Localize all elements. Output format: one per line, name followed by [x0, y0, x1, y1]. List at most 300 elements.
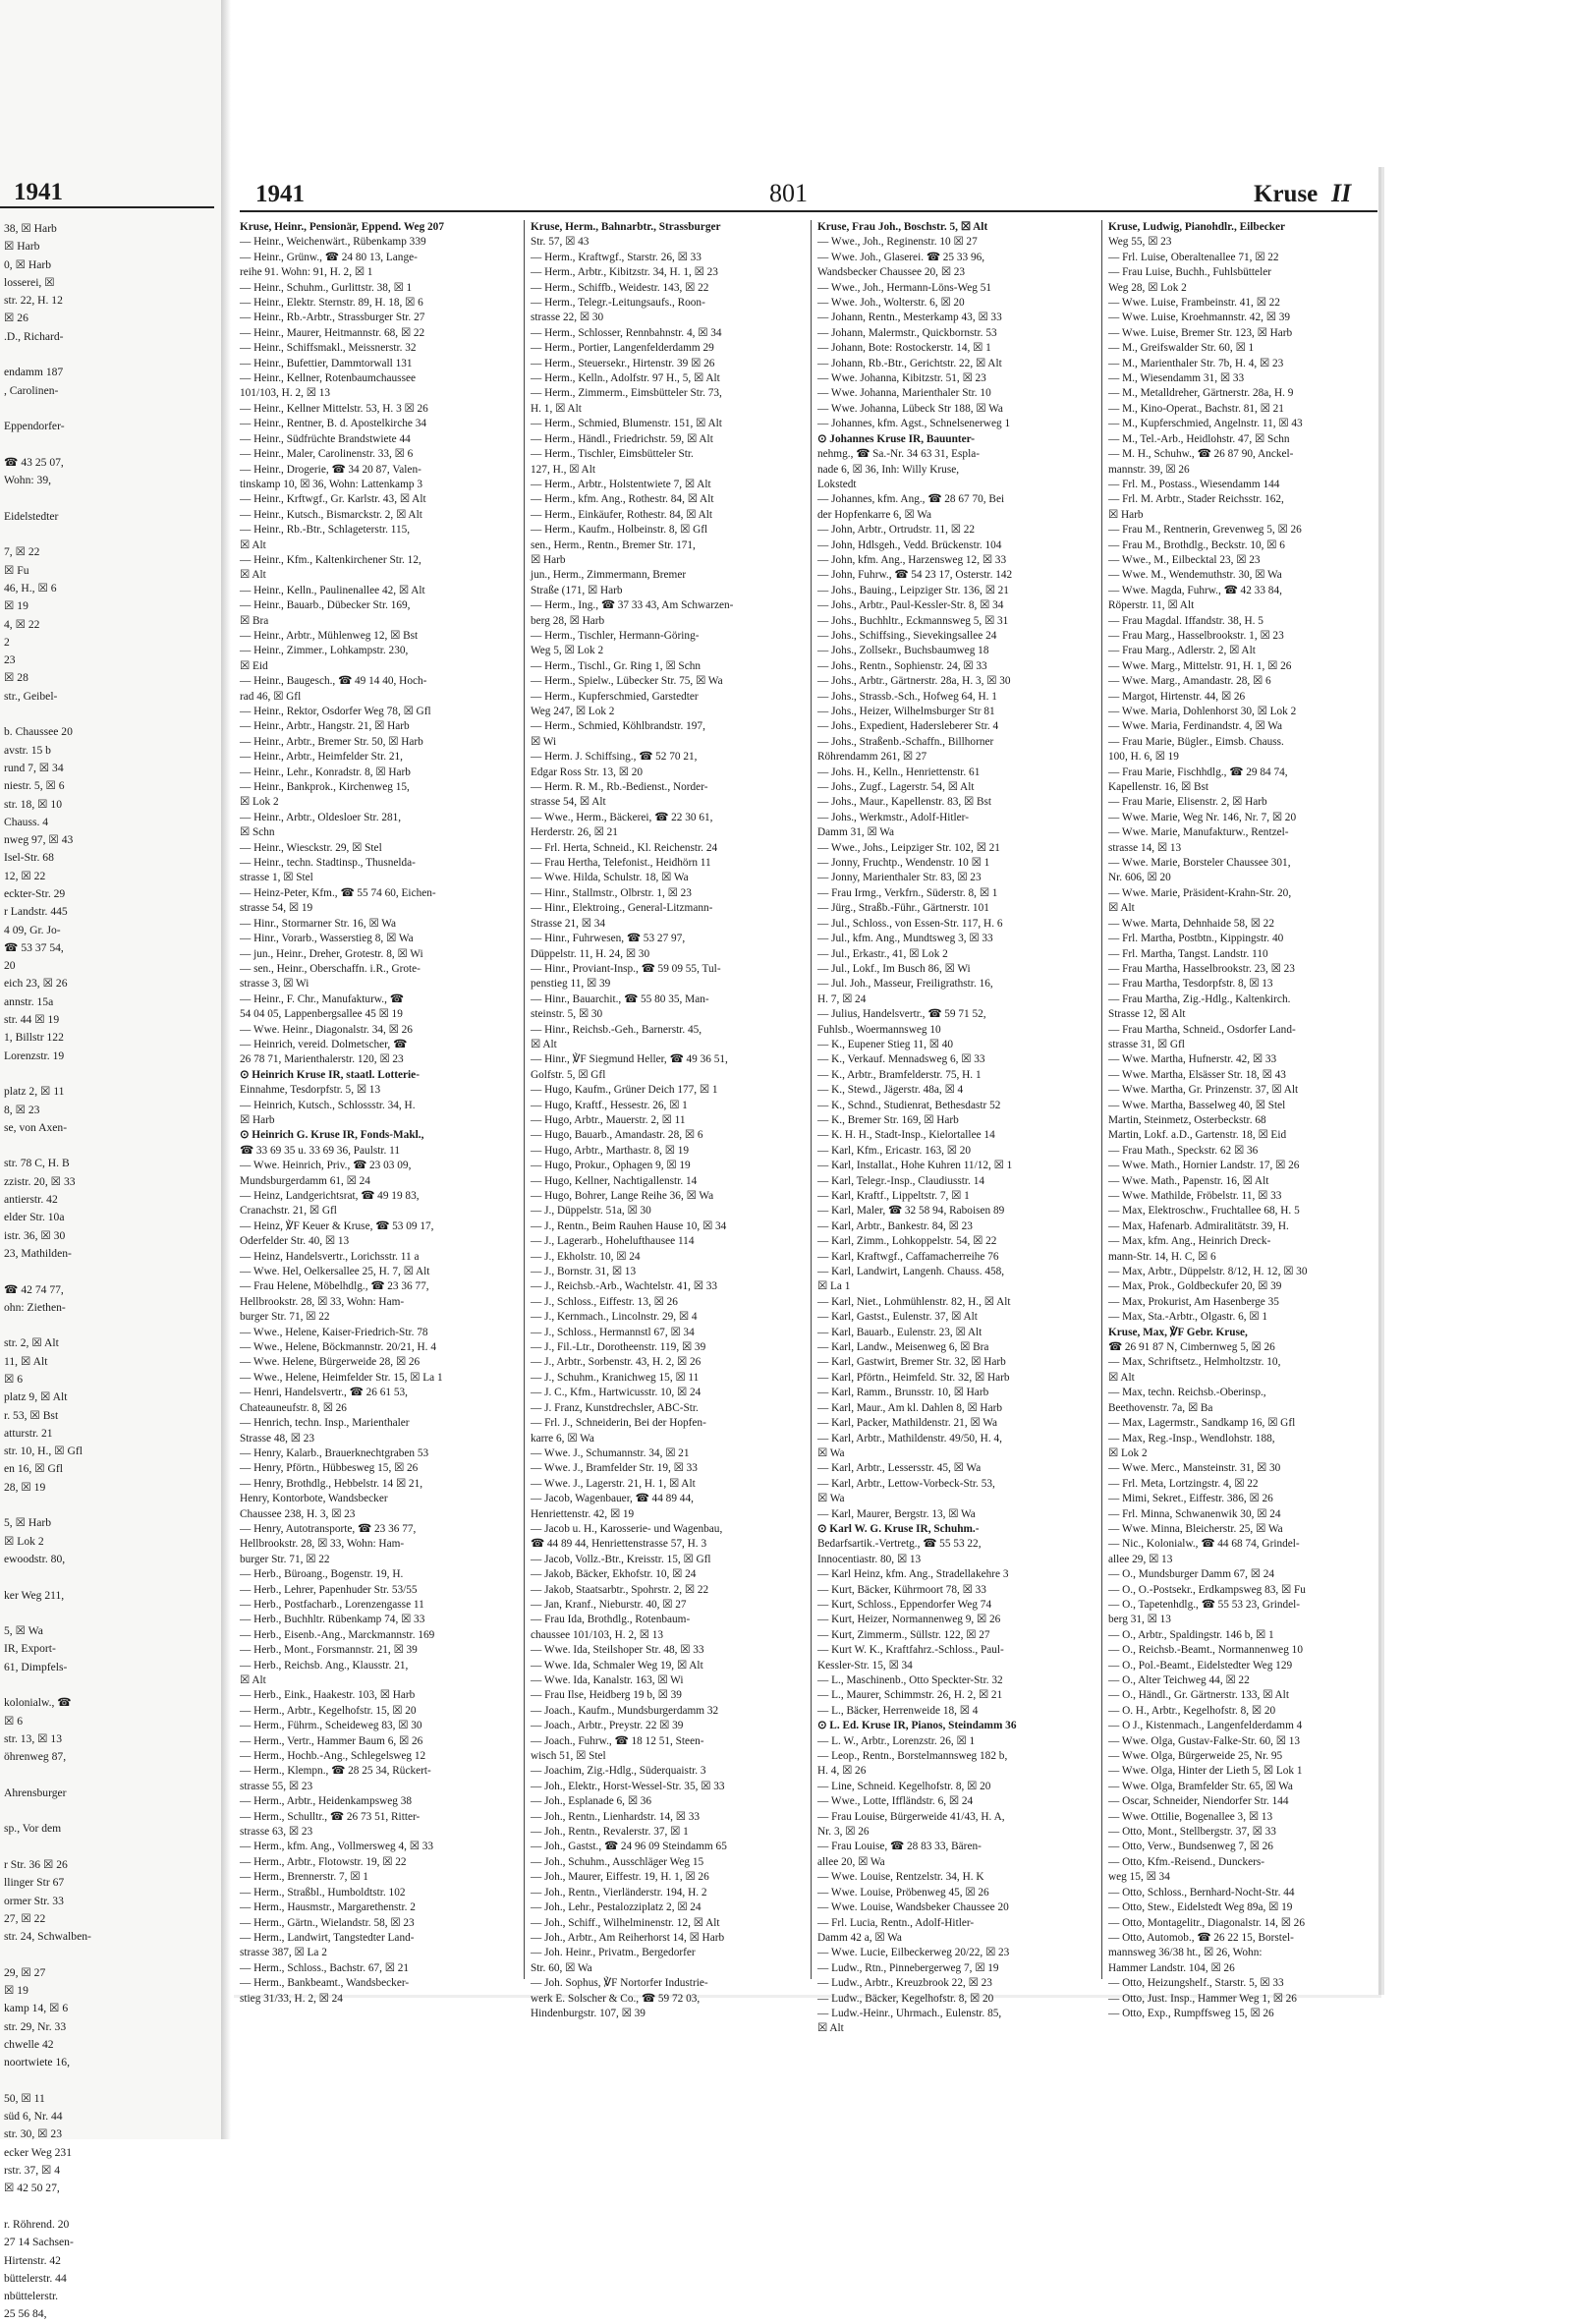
directory-entry: — Wwe. Olga, Bramfelder Str. 65, ☒ Wa	[1108, 1780, 1293, 1792]
directory-entry: Edgar Ross Str. 13, ☒ 20	[531, 765, 644, 778]
directory-entry: — Heinrich, vereid. Dolmetscher, ☎	[240, 1038, 408, 1050]
directory-entry: — Hugo, Kellner, Nachtigallenstr. 14	[531, 1174, 698, 1187]
previous-page-fragment: 25 56 84,	[4, 2307, 47, 2321]
directory-entry: — Hinr., Stormarner Str. 16, ☒ Wa	[240, 917, 396, 930]
directory-entry: Strasse 21, ☒ 34	[531, 917, 606, 930]
directory-entry: — Joachim, Zig.-Hdlg., Süderquaistr. 3	[531, 1765, 706, 1778]
directory-entry: — Max, Arbtr., Düppelstr. 8/12, H. 12, ☒ 30	[1108, 1266, 1308, 1278]
directory-entry: — Herm., kfm. Ang., Rothestr. 84, ☒ Alt	[531, 493, 714, 506]
directory-entry: — J., Kernmach., Lincolnstr. 29, ☒ 4	[531, 1311, 698, 1324]
directory-entry: — Jul., Erkastr., 41, ☒ Lok 2	[817, 947, 948, 960]
previous-page-fragment: ☒ Fu	[4, 563, 29, 577]
directory-entry: — J., Arbtr., Sorbenstr. 43, H. 2, ☒ 26	[531, 1356, 702, 1369]
previous-page-fragment: str. 10, H., ☒ Gfl	[4, 1445, 83, 1458]
directory-entry: Hellbrookstr. 28, ☒ 33, Wohn: Ham-	[240, 1538, 405, 1551]
directory-entry: — Heinr., Arbtr., Oldesloer Str. 281,	[240, 811, 402, 823]
book-gutter	[221, 0, 231, 2139]
directory-entry: — Ludw., Rtn., Pinnebergerweg 7, ☒ 19	[817, 1961, 999, 1974]
directory-entry: — Frau Martha, Hasselbrookstr. 23, ☒ 23	[1108, 962, 1295, 975]
previous-page-fragment: ☒ Lok 2	[4, 1534, 44, 1548]
directory-entry: — Frau Marie, Bügler., Eimsb. Chauss.	[1108, 735, 1284, 748]
directory-entry: Chateauneufstr. 8, ☒ 26	[240, 1401, 347, 1414]
directory-entry: — Herb., Buchhltr. Rübenkamp 74, ☒ 33	[240, 1614, 425, 1626]
previous-page-fragment: 61, Dimpfels-	[4, 1660, 68, 1673]
directory-entry: — Wwe. Luise, Kroehmannstr. 42, ☒ 39	[1108, 312, 1290, 324]
previous-page-fragment: antierstr. 42	[4, 1193, 58, 1207]
directory-entry: werk E. Solscher & Co., ☎ 59 72 03,	[531, 1992, 701, 2005]
directory-entry: strasse 55, ☒ 23	[240, 1780, 313, 1792]
previous-page-fragment: süd 6, Nr. 44	[4, 2110, 63, 2124]
directory-entry: — Herm., Arbtr., Kibitzstr. 34, H. 1, ☒ 23	[531, 266, 718, 279]
directory-entry: nehmg., ☎ Sa.-Nr. 34 63 31, Espla-	[817, 448, 980, 461]
directory-entry: — J. Franz, Kunstdrechsler, ABC-Str.	[531, 1401, 699, 1414]
directory-entry: — Karl, Kraftf., Lippeltstr. 7, ☒ 1	[817, 1190, 970, 1202]
directory-entry: — Wwe., Joh., Reginenstr. 10 ☒ 27	[817, 236, 978, 249]
directory-page	[234, 167, 1381, 2035]
directory-entry: 101/103, H. 2, ☒ 13	[240, 387, 331, 400]
directory-entry: — Frau Louise, Bürgerweide 41/43, H. A,	[817, 1810, 1005, 1823]
directory-entry: — John, Arbtr., Ortrudstr. 11, ☒ 22	[817, 524, 976, 537]
directory-entry: — Johs., Expedient, Hadersleberer Str. 4	[817, 720, 999, 733]
directory-entry: — Frau Hertha, Telefonist., Heidhörn 11	[531, 857, 711, 870]
directory-entry: — Karl, Zimm., Lohkoppelstr. 54, ☒ 22	[817, 1235, 997, 1248]
directory-entry: — Herm., Vertr., Hammer Baum 6, ☒ 26	[240, 1734, 423, 1747]
directory-entry: strasse 1, ☒ Stel	[240, 872, 313, 884]
directory-entry: — Frl. M., Postass., Wiesendamm 144	[1108, 478, 1280, 490]
previous-page-fragment: endamm 187	[4, 366, 64, 379]
directory-entry: tinskamp 10, ☒ 36, Wohn: Lattenkamp 3	[240, 478, 422, 490]
directory-entry: — J., Rentn., Beim Rauhen Hause 10, ☒ 34	[531, 1219, 727, 1232]
directory-entry: — Wwe. Martha, Elsässer Str. 18, ☒ 43	[1108, 1068, 1286, 1081]
directory-entry: Beethovenstr. 7a, ☒ Ba	[1108, 1401, 1213, 1414]
previous-page-fragment: 5, ☒ Harb	[4, 1516, 52, 1530]
directory-entry: — Herb., Postfacharb., Lorenzengasse 11	[240, 1598, 424, 1611]
previous-page-fragment: 11, ☒ Alt	[4, 1354, 48, 1368]
previous-page-fragment	[4, 526, 214, 543]
directory-entry: ☎ 26 91 87 N, Cimbernweg 5, ☒ 26	[1108, 1341, 1275, 1354]
directory-entry: H. 7, ☒ 24	[817, 992, 867, 1005]
directory-entry: — K., Verkauf. Mennadsweg 6, ☒ 33	[817, 1053, 985, 1066]
page-right-edge	[1378, 167, 1381, 1995]
directory-entry: — sen., Heinr., Oberschaffn. i.R., Grote-	[240, 962, 421, 975]
previous-page-fragment	[4, 1263, 214, 1280]
directory-entry: — John, Fuhrw., ☎ 54 23 17, Osterstr. 142	[817, 569, 1013, 582]
directory-entry: — Johs., Buchhltr., Eckmannsweg 5, ☒ 31	[817, 614, 1009, 627]
directory-entry: Damm 42 a, ☒ Wa	[817, 1931, 902, 1944]
previous-page-fragment: Ahrensburger	[4, 1786, 67, 1799]
directory-entry: — Heinr., Lehr., Konradstr. 8, ☒ Harb	[240, 765, 411, 778]
directory-entry: — Wwe. Ida, Schmaler Weg 19, ☒ Alt	[531, 1659, 703, 1672]
previous-page-fragment	[4, 1568, 214, 1586]
directory-entry: — Frau Magdal. Iffandstr. 38, H. 5	[1108, 614, 1263, 627]
directory-entry: — M., Greifswalder Str. 60, ☒ 1	[1108, 342, 1255, 355]
directory-entry: nade 6, ☒ 36, Inh: Willy Kruse,	[817, 463, 960, 476]
previous-page-fragment: r Str. 36 ☒ 26	[4, 1858, 68, 1872]
directory-entry: strasse 31, ☒ Gfl	[1108, 1038, 1185, 1050]
directory-entry: — Jul., Schloss., von Essen-Str. 117, H. 6	[817, 917, 1003, 930]
directory-entry: — Otto, Verw., Bundsenweg 7, ☒ 26	[1108, 1841, 1273, 1853]
directory-entry: — Wwe. Marie, Manufakturw., Rentzel-	[1108, 826, 1289, 839]
previous-page-fragment: 50, ☒ 11	[4, 2091, 45, 2105]
previous-page-fragment: 29, ☒ 27	[4, 1965, 46, 1979]
directory-entry: — Frau Marie, Fischhdlg., ☎ 29 84 74,	[1108, 765, 1288, 778]
directory-entry: — Herm., Arbtr., Holstentwiete 7, ☒ Alt	[531, 478, 711, 490]
directory-entry: — Heinr., Kutsch., Bismarckstr. 2, ☒ Alt	[240, 508, 422, 521]
directory-entry: — Herm., Einkäufer, Rothestr. 84, ☒ Alt	[531, 508, 713, 521]
directory-entry: wisch 51, ☒ Stel	[531, 1750, 606, 1763]
directory-entry: — John, kfm. Ang., Harzensweg 12, ☒ 33	[817, 553, 1007, 566]
directory-entry: — Line, Schneid. Kegelhofstr. 8, ☒ 20	[817, 1780, 991, 1792]
directory-entry: — Margot, Hirtenstr. 44, ☒ 26	[1108, 690, 1246, 703]
directory-entry: — O., Pol.-Beamt., Eidelstedter Weg 129	[1108, 1659, 1293, 1672]
directory-entry: — Joh., Elektr., Horst-Wessel-Str. 35, ☒ 33	[531, 1780, 725, 1792]
directory-entry: — Oscar, Schneider, Niendorfer Str. 144	[1108, 1795, 1289, 1808]
directory-entry: — Kurt, Schloss., Eppendorfer Weg 74	[817, 1598, 992, 1611]
directory-entry: — J., Reichsb.-Arb., Wachtelstr. 41, ☒ 33	[531, 1280, 718, 1293]
directory-entry: — Joh., Rentn., Lienhardstr. 14, ☒ 33	[531, 1810, 701, 1823]
column-divider	[1101, 220, 1102, 1979]
directory-entry: — J., Bornstr. 31, ☒ 13	[531, 1266, 637, 1278]
directory-entry: — Hinr., Stallmstr., Olbrstr. 1, ☒ 23	[531, 886, 692, 899]
directory-entry: — Otto, Montagelitr., Diagonalstr. 14, ☒ 26	[1108, 1916, 1305, 1929]
directory-entry: sen., Herm., Rentn., Bremer Str. 171,	[531, 538, 696, 551]
directory-entry: — Max, techn. Reichsb.-Oberinsp.,	[1108, 1387, 1266, 1399]
directory-entry: — O., Alter Teichweg 44, ☒ 22	[1108, 1674, 1250, 1686]
directory-entry: — K., Arbtr., Bramfelderstr. 75, H. 1	[817, 1068, 982, 1081]
directory-entry: mann-Str. 14, H. C, ☒ 6	[1108, 1250, 1216, 1263]
directory-entry: H. 4, ☒ 26	[817, 1765, 867, 1778]
directory-entry: — Joh., Arbtr., Am Reiherhorst 14, ☒ Harb	[531, 1931, 725, 1944]
directory-entry: — Frl. Martha, Postbtn., Kippingstr. 40	[1108, 933, 1284, 945]
directory-entry: — Jakob, Staatsarbtr., Spohrstr. 2, ☒ 22	[531, 1583, 709, 1596]
previous-page-fragment: ☒ 19	[4, 599, 28, 613]
directory-entry: — Heinr., Rb.-Arbtr., Strassburger Str. 27	[240, 312, 425, 324]
previous-page-fragment: Eidelstedter	[4, 509, 59, 523]
directory-column-4	[1108, 220, 1377, 2019]
directory-entry: — Frl. Minna, Schwanenwik 30, ☒ 24	[1108, 1507, 1281, 1520]
directory-entry: — J., Fil.-Ltr., Dorotheenstr. 119, ☒ 39	[531, 1341, 706, 1354]
directory-entry: — Hugo, Arbtr., Marthastr. 8, ☒ 19	[531, 1144, 690, 1157]
previous-page-fragment: ☒ Harb	[4, 240, 40, 254]
directory-entry: — Herm., Schloss., Bachstr. 67, ☒ 21	[240, 1961, 410, 1974]
header-rule	[240, 210, 1377, 212]
directory-entry: — Herm., Schmied, Köhlbrandstr. 197,	[531, 720, 705, 733]
directory-entry: — Johs., Strassb.-Sch., Hofweg 64, H. 1	[817, 690, 997, 703]
directory-entry: — Heinr., Schuhm., Gurlittstr. 38, ☒ 1	[240, 281, 413, 294]
directory-entry: — Heinr., Maurer, Heitmannstr. 68, ☒ 22	[240, 326, 425, 339]
directory-entry: — Karl, Landwirt, Langenh. Chauss. 458,	[817, 1266, 1005, 1278]
previous-page-fragment	[4, 1802, 214, 1820]
directory-entry: — Wwe., Helene, Heimfelder Str. 15, ☒ La 1	[240, 1371, 443, 1384]
directory-entry: ☒ Alt	[531, 1038, 557, 1050]
directory-entry: — Herm., Kaufm., Holbeinstr. 8, ☒ Gfl	[531, 524, 708, 537]
directory-entry: — Hugo, Bauarb., Amandastr. 28, ☒ 6	[531, 1129, 703, 1142]
previous-page-fragment: Lorenzstr. 19	[4, 1049, 65, 1062]
directory-entry: — Max, Prokurist, Am Hasenberge 35	[1108, 1295, 1279, 1308]
directory-entry: — Joh. Heinr., Privatm., Bergedorfer	[531, 1947, 696, 1959]
directory-entry: — Otto, Kfm.-Reisend., Dunckers-	[1108, 1855, 1265, 1868]
directory-entry: strasse 54, ☒ Alt	[531, 796, 606, 809]
directory-entry: Henriettenstr. 42, ☒ 19	[531, 1507, 635, 1520]
directory-entry: — Herm., Hausmstr., Margarethenstr. 2	[240, 1901, 416, 1914]
directory-entry: — Frl. Martha, Tangst. Landstr. 110	[1108, 947, 1268, 960]
directory-entry: jun., Herm., Zimmermann, Bremer	[531, 569, 687, 582]
directory-entry: Röperstr. 11, ☒ Alt	[1108, 599, 1195, 612]
previous-page-fragment: 8, ☒ 23	[4, 1103, 40, 1116]
previous-page-fragment: llinger Str 67	[4, 1876, 65, 1890]
previous-page-fragment	[4, 1065, 214, 1083]
directory-entry: — Wwe. Mathilde, Fröbelstr. 11, ☒ 33	[1108, 1190, 1282, 1202]
directory-entry: — Max, Hafenarb. Admiralitätstr. 39, H.	[1108, 1219, 1289, 1232]
directory-entry: — Heinr., techn. Stadtinsp., Thusnelda-	[240, 857, 416, 870]
directory-entry: — Herm., Klempn., ☎ 28 25 34, Rückert-	[240, 1765, 431, 1778]
previous-page-fragment: r Landstr. 445	[4, 905, 68, 919]
directory-entry: Oderfelder Str. 40, ☒ 13	[240, 1235, 350, 1248]
previous-page-edge	[0, 0, 223, 2321]
directory-entry: — Frau Louise, ☎ 28 83 33, Bären-	[817, 1841, 982, 1853]
directory-entry: — Max, kfm. Ang., Heinrich Dreck-	[1108, 1235, 1271, 1248]
directory-entry: — Wwe., M., Eilbecktal 23, ☒ 23	[1108, 553, 1261, 566]
directory-entry: — Joh. Sophus, ℣F Nortorfer Industrie-	[531, 1977, 708, 1990]
directory-entry: — Herm., Telegr.-Leitungsaufs., Roon-	[531, 297, 705, 310]
directory-entry: — Johann, Rentn., Mesterkamp 43, ☒ 33	[817, 312, 1002, 324]
directory-entry: — Heinz, Handelsvertr., Lorichsstr. 11 a	[240, 1250, 420, 1263]
previous-page-fragment: ormer Str. 33	[4, 1894, 64, 1907]
directory-column-1	[240, 220, 515, 2005]
directory-entry: — J. C., Kfm., Hartwicusstr. 10, ☒ 24	[531, 1387, 702, 1399]
directory-entry: Kruse, Heinr., Pensionär, Eppend. Weg 207	[240, 221, 444, 233]
previous-page-fragment: b. Chaussee 20	[4, 725, 73, 739]
previous-page-fragment: rstr. 37, ☒ 4	[4, 2164, 61, 2178]
directory-entry: — Frau Luise, Buchh., Fuhlsbütteler	[1108, 266, 1271, 279]
directory-entry: — Wwe. Luise, Bremer Str. 123, ☒ Harb	[1108, 326, 1293, 339]
previous-page-fragment	[4, 1605, 214, 1622]
directory-entry: — Hugo, Kraftf., Hessestr. 26, ☒ 1	[531, 1099, 688, 1111]
directory-entry: berg 31, ☒ 13	[1108, 1614, 1171, 1626]
directory-entry: — Joh., Gastst., ☎ 24 96 09 Steindamm 65	[531, 1841, 727, 1853]
directory-entry: — O., Reichsb.-Beamt., Normannenweg 10	[1108, 1644, 1303, 1657]
previous-page-fragments	[4, 220, 214, 2324]
directory-entry: — Frl. Lucia, Rentn., Adolf-Hitler-	[817, 1916, 975, 1929]
directory-entry: — Karl, Pförtn., Heimfeld. Str. 32, ☒ Harb	[817, 1371, 1010, 1384]
directory-entry: ☎ 44 89 44, Henriettenstrasse 57, H. 3	[531, 1538, 707, 1551]
previous-page-fragment: annstr. 15a	[4, 994, 54, 1008]
directory-entry: — Joh., Schiff., Wilhelminenstr. 12, ☒ Alt	[531, 1916, 720, 1929]
directory-entry: — Wwe. Luise, Frambeinstr. 41, ☒ 22	[1108, 297, 1280, 310]
directory-entry: — Wwe. Louise, Pröbenweg 45, ☒ 26	[817, 1886, 989, 1899]
directory-entry: — M., Kino-Operat., Bachstr. 81, ☒ 21	[1108, 402, 1284, 415]
directory-entry: — Joach., Arbtr., Preystr. 22 ☒ 39	[531, 1720, 684, 1732]
directory-entry: — Wwe. Ottilie, Bogenallee 3, ☒ 13	[1108, 1810, 1273, 1823]
directory-entry: — Henrich, techn. Insp., Marienthaler	[240, 1417, 410, 1430]
directory-entry: — Frl. Meta, Lortzingstr. 4, ☒ 22	[1108, 1477, 1259, 1490]
previous-page-fragment: 4 09, Gr. Jo-	[4, 923, 61, 936]
directory-entry: — Frau Ida, Brothdlg., Rotenbaum-	[531, 1614, 691, 1626]
directory-entry: — Otto, Exp., Rumpffsweg 15, ☒ 26	[1108, 2007, 1274, 2019]
directory-entry: — Wwe. Maria, Dohlenhorst 30, ☒ Lok 2	[1108, 706, 1297, 717]
directory-entry: — Heinz, Landgerichtsrat, ☎ 49 19 83,	[240, 1190, 420, 1202]
directory-entry: — Wwe. J., Schumannstr. 34, ☒ 21	[531, 1446, 690, 1459]
directory-entry: Bedarfsartik.-Vertretg., ☎ 55 53 22,	[817, 1538, 982, 1551]
directory-entry: — Hugo, Prokur., Ophagen 9, ☒ 19	[531, 1160, 691, 1172]
directory-entry: — Wwe. Johanna, Marienthaler Str. 10	[817, 387, 991, 400]
directory-entry: — O., Mundsburger Damm 67, ☒ 24	[1108, 1568, 1275, 1581]
previous-page-fragment: 7, ☒ 22	[4, 545, 40, 559]
directory-entry: penstieg 11, ☒ 39	[531, 978, 611, 991]
directory-entry: — Herm., Ing., ☎ 37 33 43, Am Schwarzen-	[531, 599, 734, 612]
previous-page-fragment: str. 18, ☒ 10	[4, 797, 63, 811]
directory-entry: Strasse 48, ☒ 23	[240, 1432, 315, 1445]
directory-entry: — Henry, Pförtn., Hübbesweg 15, ☒ 26	[240, 1462, 419, 1475]
directory-entry: weg 15, ☒ 34	[1108, 1871, 1170, 1884]
previous-page-fragment: avstr. 15 b	[4, 743, 51, 757]
directory-entry: — Wwe. Heinr., Diagonalstr. 34, ☒ 26	[240, 1023, 413, 1036]
directory-entry: — Wwe. Magda, Fuhrw., ☎ 42 33 84,	[1108, 584, 1282, 596]
directory-entry: — Johannes, kfm. Ang., ☎ 28 67 70, Bei	[817, 493, 1005, 506]
previous-page-fragment: ☒ 6	[4, 1714, 24, 1728]
directory-entry: — Hugo, Bohrer, Lange Reihe 36, ☒ Wa	[531, 1190, 714, 1202]
previous-page-fragment	[4, 1947, 214, 1964]
directory-entry: — Frl. M. Arbtr., Stader Reichsstr. 162,	[1108, 493, 1284, 506]
directory-entry: ☒ Alt	[240, 1674, 266, 1686]
directory-entry: strasse 3, ☒ Wi	[240, 978, 309, 991]
directory-entry: — Wwe. Marg., Mittelstr. 91, H. 1, ☒ 26	[1108, 659, 1292, 672]
previous-page-fragment: sp., Vor dem	[4, 1822, 62, 1836]
directory-entry: ☒ Harb	[240, 1113, 275, 1126]
previous-page-fragment: ☒ 19	[4, 1984, 28, 1998]
previous-page-fragment: chwelle 42	[4, 2037, 54, 2051]
directory-entry: Straße (171, ☒ Harb	[531, 584, 623, 596]
directory-entry: — Karl, Ramm., Brunsstr. 10, ☒ Harb	[817, 1387, 989, 1399]
directory-entry: — M., Kupferschmied, Angelnstr. 11, ☒ 43	[1108, 418, 1303, 430]
directory-entry: — Wwe. Heinrich, Priv., ☎ 23 03 09,	[240, 1160, 412, 1172]
directory-entry: — Herm., Tischler, Hermann-Göring-	[531, 629, 700, 642]
previous-page-fragment: niestr. 5, ☒ 6	[4, 779, 65, 793]
directory-entry: — Frau Ilse, Heidberg 19 b, ☒ 39	[531, 1689, 682, 1702]
directory-entry: — O., Arbtr., Spaldingstr. 146 b, ☒ 1	[1108, 1628, 1274, 1641]
directory-entry: Martin, Steinmetz, Osterbeckstr. 68	[1108, 1113, 1266, 1126]
previous-page-fragment: ☒ 6	[4, 1373, 24, 1386]
previous-page-fragment: 1, Billstr 122	[4, 1031, 64, 1045]
directory-entry: — Hinr., Vorarb., Wasserstieg 8, ☒ Wa	[240, 933, 414, 945]
directory-entry: — Herm., Steuersekr., Hirtenstr. 39 ☒ 26	[531, 357, 715, 369]
directory-entry: — Heinr., Bauarb., Dübecker Str. 169,	[240, 599, 411, 612]
directory-entry: Weg 55, ☒ 23	[1108, 236, 1172, 249]
directory-entry: — Wwe. Olga, Bürgerweide 25, Nr. 95	[1108, 1750, 1283, 1763]
directory-entry: — Karl, Gastwirt, Bremer Str. 32, ☒ Harb	[817, 1356, 1006, 1369]
directory-entry: ☒ Eid	[240, 659, 268, 672]
directory-entry: ☒ Bra	[240, 614, 269, 627]
directory-entry: — Henri, Handelsvertr., ☎ 26 61 53,	[240, 1387, 408, 1399]
directory-entry: — Karl, Installat., Hohe Kuhren 11/12, ☒ 1	[817, 1160, 1013, 1172]
directory-entry: — Herm., Gärtn., Wielandstr. 58, ☒ 23	[240, 1916, 415, 1929]
directory-entry: — Wwe. Louise, Wandsbeker Chaussee 20	[817, 1901, 1009, 1914]
directory-entry: — Max, Lagermstr., Sandkamp 16, ☒ Gfl	[1108, 1417, 1296, 1430]
directory-entry: — Karl, Maler, ☎ 32 58 94, Raboisen 89	[817, 1205, 1005, 1218]
directory-entry: — Joh., Rentn., Vierländerstr. 194, H. 2	[531, 1886, 707, 1899]
directory-entry: ⊙ Heinrich G. Kruse IR, Fonds-Makl.,	[240, 1129, 424, 1142]
directory-entry: — Karl, Niet., Lohmühlenstr. 82, H., ☒ Alt	[817, 1295, 1011, 1308]
previous-page-fragment: , Carolinen-	[4, 383, 59, 397]
directory-entry: chaussee 101/103, H. 2, ☒ 13	[531, 1628, 663, 1641]
directory-entry: Einnahme, Tesdorpfstr. 5, ☒ 13	[240, 1084, 381, 1097]
previous-page-fragment: 28, ☒ 19	[4, 1480, 46, 1494]
directory-entry: — Herm., Schulltr., ☎ 26 73 51, Ritter-	[240, 1810, 421, 1823]
directory-entry: — Jacob u. H., Karosserie- und Wagenbau,	[531, 1522, 723, 1535]
directory-entry: — Herm., Landwirt, Tangstedter Land-	[240, 1931, 415, 1944]
directory-entry: — Hinr., Elektroing., General-Litzmann-	[531, 902, 713, 915]
directory-entry: 127, H., ☒ Alt	[531, 463, 595, 476]
directory-entry: — Henry, Autotransporte, ☎ 23 36 77,	[240, 1522, 417, 1535]
directory-entry: — Johannes, kfm. Agst., Schnelsenerweg 1	[817, 418, 1011, 430]
previous-page-fragment: zzistr. 20, ☒ 33	[4, 1174, 76, 1188]
previous-page-fragment: ☎ 53 37 54,	[4, 940, 64, 954]
directory-entry: — Wwe., Lotte, Iffländstr. 6, ☒ 24	[817, 1795, 974, 1808]
directory-entry: — Herm., Kelln., Adolfstr. 97 H., 5, ☒ Alt	[531, 372, 720, 385]
directory-entry: — J., Ekholstr. 10, ☒ 24	[531, 1250, 641, 1263]
directory-entry: — Karl, Arbtr., Lettow-Vorbeck-Str. 53,	[817, 1477, 995, 1490]
directory-entry: — Henry, Brothdlg., Hebbelstr. 14 ☒ 21,	[240, 1477, 423, 1490]
directory-entry: Str. 57, ☒ 43	[531, 236, 590, 249]
previous-page-fragment: str., Geibel-	[4, 689, 58, 703]
directory-entry: — J., Schloss., Hermannstl 67, ☒ 34	[531, 1326, 695, 1338]
directory-entry: — O., Händl., Gr. Gärtnerstr. 133, ☒ Alt	[1108, 1689, 1289, 1702]
directory-entry: — Otto, Stew., Eidelstedt Weg 89a, ☒ 19	[1108, 1901, 1293, 1914]
previous-page-fragment: 12, ☒ 22	[4, 869, 46, 882]
previous-page-fragment	[4, 2072, 214, 2090]
directory-entry: — Herm. R. M., Rb.-Bedienst., Norder-	[531, 781, 708, 794]
directory-entry: — Frau Martha, Tesdorpfstr. 8, ☒ 13	[1108, 978, 1273, 991]
directory-entry: — Wwe., Herm., Bäckerei, ☎ 22 30 61,	[531, 811, 713, 823]
directory-entry: — Johs., Rentn., Sophienstr. 24, ☒ 33	[817, 659, 987, 672]
directory-entry: Strasse 12, ☒ Alt	[1108, 1008, 1186, 1021]
directory-entry: — Max, Elektroschw., Fruchtallee 68, H. 5	[1108, 1205, 1300, 1218]
directory-entry: — Wwe. Hel, Oelkersallee 25, H. 7, ☒ Alt	[240, 1266, 430, 1278]
directory-entry: — Wwe. Minna, Bleicherstr. 25, ☒ Wa	[1108, 1522, 1283, 1535]
directory-entry: — Joach., Fuhrw., ☎ 18 12 51, Steen-	[531, 1734, 704, 1747]
directory-entry: 26 78 71, Marienthalerstr. 120, ☒ 23	[240, 1053, 404, 1066]
directory-entry: allee 20, ☒ Wa	[817, 1855, 885, 1868]
directory-entry: — Karl, Maur., Am kl. Dahlen 8, ☒ Harb	[817, 1401, 1003, 1414]
directory-entry: — Karl, Arbtr., Lessersstr. 45, ☒ Wa	[817, 1462, 982, 1475]
directory-entry: — Johs., Maur., Kapellenstr. 83, ☒ Bst	[817, 796, 992, 809]
previous-page-fragment: noortwiete 16,	[4, 2056, 70, 2069]
directory-entry: — Herm., Kraftwgf., Starstr. 26, ☒ 33	[531, 251, 702, 263]
previous-page-fragment	[4, 1676, 214, 1694]
column-divider	[524, 220, 525, 1979]
directory-entry: — jun., Heinr., Dreher, Grotestr. 8, ☒ Wi	[240, 947, 423, 960]
directory-entry: — Jacob, Wagenbauer, ☎ 44 89 44,	[531, 1493, 694, 1505]
previous-page-fragment: 2	[4, 635, 10, 649]
directory-entry: Hellbrookstr. 28, ☒ 33, Wohn: Ham-	[240, 1295, 405, 1308]
previous-page-fragment: ☎ 42 74 77,	[4, 1282, 64, 1296]
previous-page-fragment	[4, 2198, 214, 2216]
directory-entry: Hindenburgstr. 107, ☒ 39	[531, 2007, 646, 2019]
previous-page-fragment: Wohn: 39,	[4, 474, 52, 487]
directory-entry: ☒ Wi	[531, 735, 557, 748]
directory-entry: ☒ Wa	[817, 1446, 845, 1459]
directory-entry: — Wwe., Helene, Kaiser-Friedrich-Str. 78	[240, 1326, 428, 1338]
directory-entry: mannsweg 36/38 ht., ☒ 26, Wohn:	[1108, 1947, 1263, 1959]
directory-entry: Kessler-Str. 15, ☒ 34	[817, 1659, 913, 1672]
directory-entry: — Hinr., Reichsb.-Geh., Barnerstr. 45,	[531, 1023, 702, 1036]
previous-page-fragment: Eppendorfer-	[4, 420, 65, 433]
directory-entry: — Heinz-Peter, Kfm., ☎ 55 74 60, Eichen-	[240, 886, 436, 899]
previous-page-fragment: eckter-Str. 29	[4, 886, 66, 900]
directory-entry: strasse 63, ☒ 23	[240, 1826, 313, 1839]
directory-entry: — Karl, Packer, Mathildenstr. 21, ☒ Wa	[817, 1417, 997, 1430]
directory-entry: — Heinr., Kellner Mittelstr. 53, H. 3 ☒ 26	[240, 402, 428, 415]
